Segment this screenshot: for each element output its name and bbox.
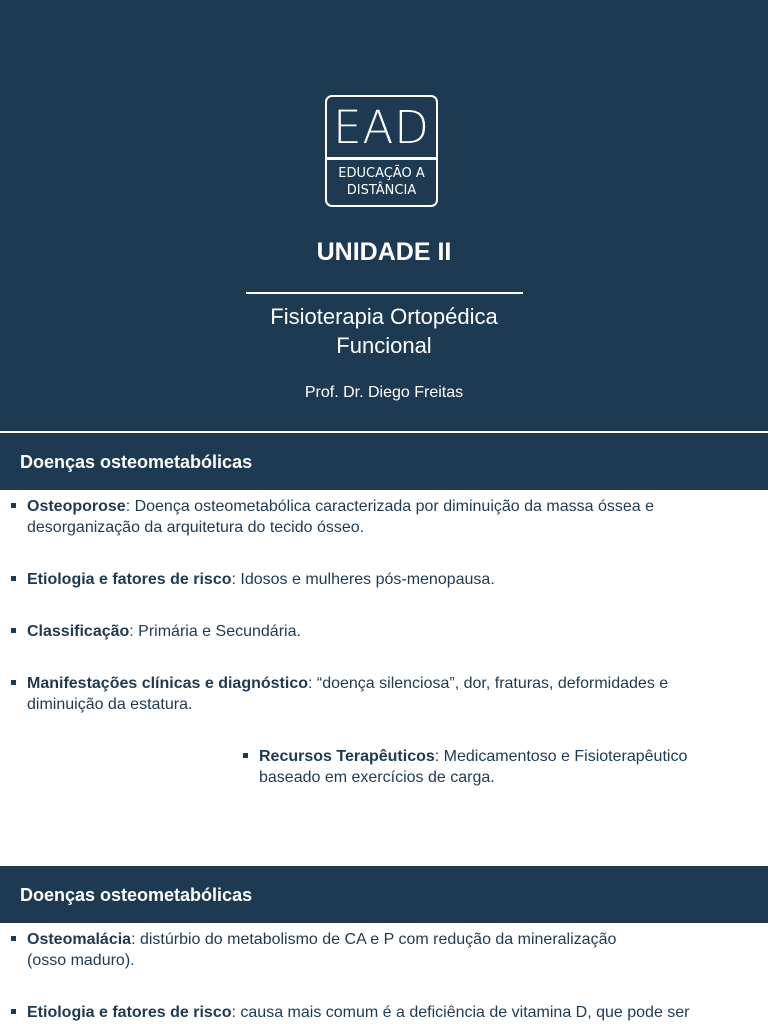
course-title-line2: Funcional xyxy=(336,333,432,358)
cover-slide xyxy=(0,0,768,431)
professor-name: Prof. Dr. Diego Freitas xyxy=(304,384,464,401)
bullet-term: Etiologia e fatores de risco xyxy=(27,571,232,588)
title-divider xyxy=(246,292,523,294)
bullet-term: Osteomalácia xyxy=(27,931,132,948)
slide2-title: Doenças osteometabólicas xyxy=(20,885,253,905)
bullet-marker xyxy=(11,628,16,633)
bullet-text-line2: (osso maduro). xyxy=(27,952,135,969)
bullet-term: Manifestações clínicas e diagnóstico xyxy=(27,675,308,692)
logo-ead-text: EAD xyxy=(333,101,430,154)
bullet-etiologia xyxy=(27,569,747,590)
bullet-term: Etiologia e fatores de risco xyxy=(27,1004,232,1021)
bullet-text: : Doença osteometabólica caracterizada por diminuição da massa óssea e xyxy=(125,498,654,515)
bullet-text-line2: diminuição da estatura. xyxy=(27,696,193,713)
bullet-marker xyxy=(11,576,16,581)
bullet-text: : Primária e Secundária. xyxy=(129,623,301,640)
bullet-text: : distúrbio do metabolismo de CA e P com redução da mineralização xyxy=(131,931,617,948)
bullet-text: : Idosos e mulheres pós-menopausa. xyxy=(231,571,495,588)
slide2-header xyxy=(0,866,768,923)
bullet-etiologia-2 xyxy=(27,1002,767,1023)
bullet-classificacao xyxy=(27,621,747,642)
course-title-line1: Fisioterapia Ortopédica xyxy=(270,304,498,329)
slide1-header xyxy=(0,433,768,490)
bullet-text-line2: baseado em exercícios de carga. xyxy=(259,769,495,786)
bullet-term: Osteoporose xyxy=(27,498,126,515)
logo-subtitle xyxy=(327,165,436,199)
unit-title: UNIDADE II xyxy=(316,238,452,266)
bullet-marker xyxy=(11,503,16,508)
bullet-marker xyxy=(243,753,248,758)
slide1-title: Doenças osteometabólicas xyxy=(20,452,253,472)
bullet-marker xyxy=(11,680,16,685)
logo-subtitle-line1: EDUCAÇÃO A xyxy=(338,166,425,181)
bullet-text: : “doença silenciosa”, dor, fraturas, deformidades e xyxy=(307,675,669,692)
bullet-text: : Medicamentoso e Fisioterapêutico xyxy=(434,748,688,765)
bullet-manifestacoes xyxy=(27,673,747,715)
bullet-marker xyxy=(11,936,16,941)
bullet-osteoporose xyxy=(27,496,747,538)
bullet-recursos xyxy=(259,746,759,788)
bullet-text: : causa mais comum é a deficiência de vitamina D, que pode ser xyxy=(231,1004,690,1021)
ead-logo xyxy=(325,95,438,207)
bullet-term: Classificação xyxy=(27,623,130,640)
bullet-osteomalacia xyxy=(27,929,747,971)
course-title xyxy=(0,302,768,360)
logo-subtitle-line2: DISTÂNCIA xyxy=(346,183,417,198)
bullet-text-line2: desorganização da arquitetura do tecido ósseo. xyxy=(27,519,365,536)
bullet-term: Recursos Terapêuticos xyxy=(259,748,435,765)
logo-divider xyxy=(327,157,436,160)
bullet-marker xyxy=(11,1009,16,1014)
